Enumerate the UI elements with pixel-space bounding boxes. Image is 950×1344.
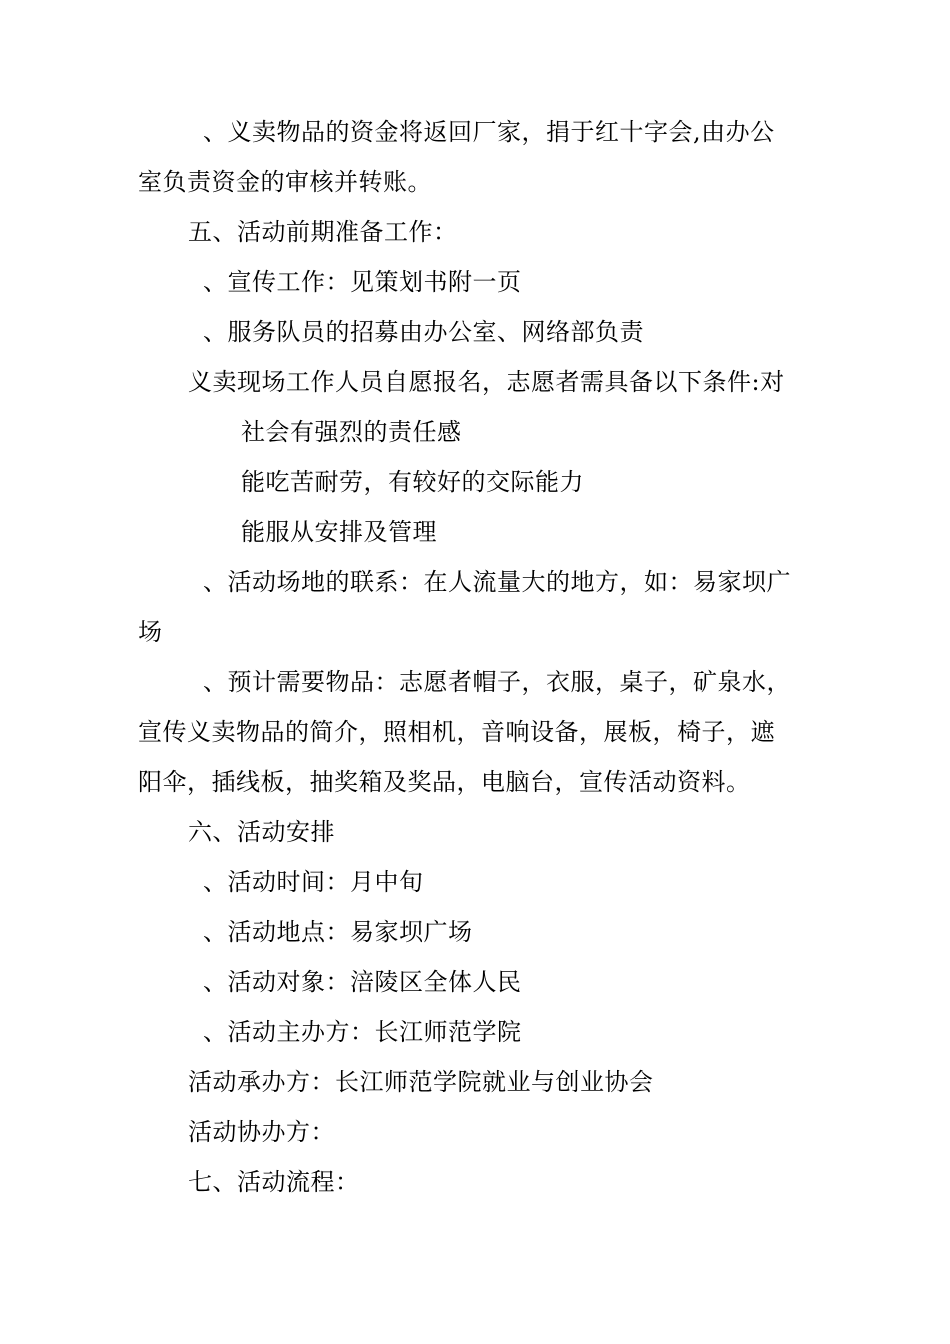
paragraph-line: 、活动对象：涪陵区全体人民 (203, 968, 522, 996)
paragraph-line: 、活动主办方：长江师范学院 (203, 1018, 522, 1046)
section-heading: 五、活动前期准备工作： (188, 218, 458, 246)
paragraph-line: 、义卖物品的资金将返回厂家，捐于红十字会,由办公 (203, 118, 775, 146)
list-item: 社会有强烈的责任感 (241, 418, 462, 446)
paragraph-line: 活动协办方： (188, 1118, 335, 1146)
paragraph-line: 、活动地点：易家坝广场 (203, 918, 473, 946)
section-heading: 七、活动流程： (188, 1168, 360, 1196)
paragraph-line: 、服务队员的招募由办公室、网络部负责 (203, 318, 644, 346)
paragraph-line: 宣传义卖物品的简介，照相机，音响设备，展板，椅子，遮 (138, 718, 775, 746)
paragraph-line: 、预计需要物品：志愿者帽子，衣服，桌子，矿泉水， (203, 668, 791, 696)
paragraph-line: 、宣传工作：见策划书附一页 (203, 268, 522, 296)
paragraph-line: 室负责资金的审核并转账。 (138, 168, 432, 196)
paragraph-line: 阳伞，插线板，抽奖箱及奖品，电脑台，宣传活动资料。 (138, 768, 751, 796)
list-item: 能吃苦耐劳，有较好的交际能力 (241, 468, 584, 496)
paragraph-line: 义卖现场工作人员自愿报名，志愿者需具备以下条件:对 (188, 368, 785, 396)
paragraph-line: 场 (138, 618, 163, 646)
paragraph-line: 、活动时间：月中旬 (203, 868, 424, 896)
list-item: 能服从安排及管理 (241, 518, 437, 546)
paragraph-line: 活动承办方：长江师范学院就业与创业协会 (188, 1068, 654, 1096)
section-heading: 六、活动安排 (188, 818, 335, 846)
paragraph-line: 、活动场地的联系：在人流量大的地方，如：易家坝广 (203, 568, 791, 596)
